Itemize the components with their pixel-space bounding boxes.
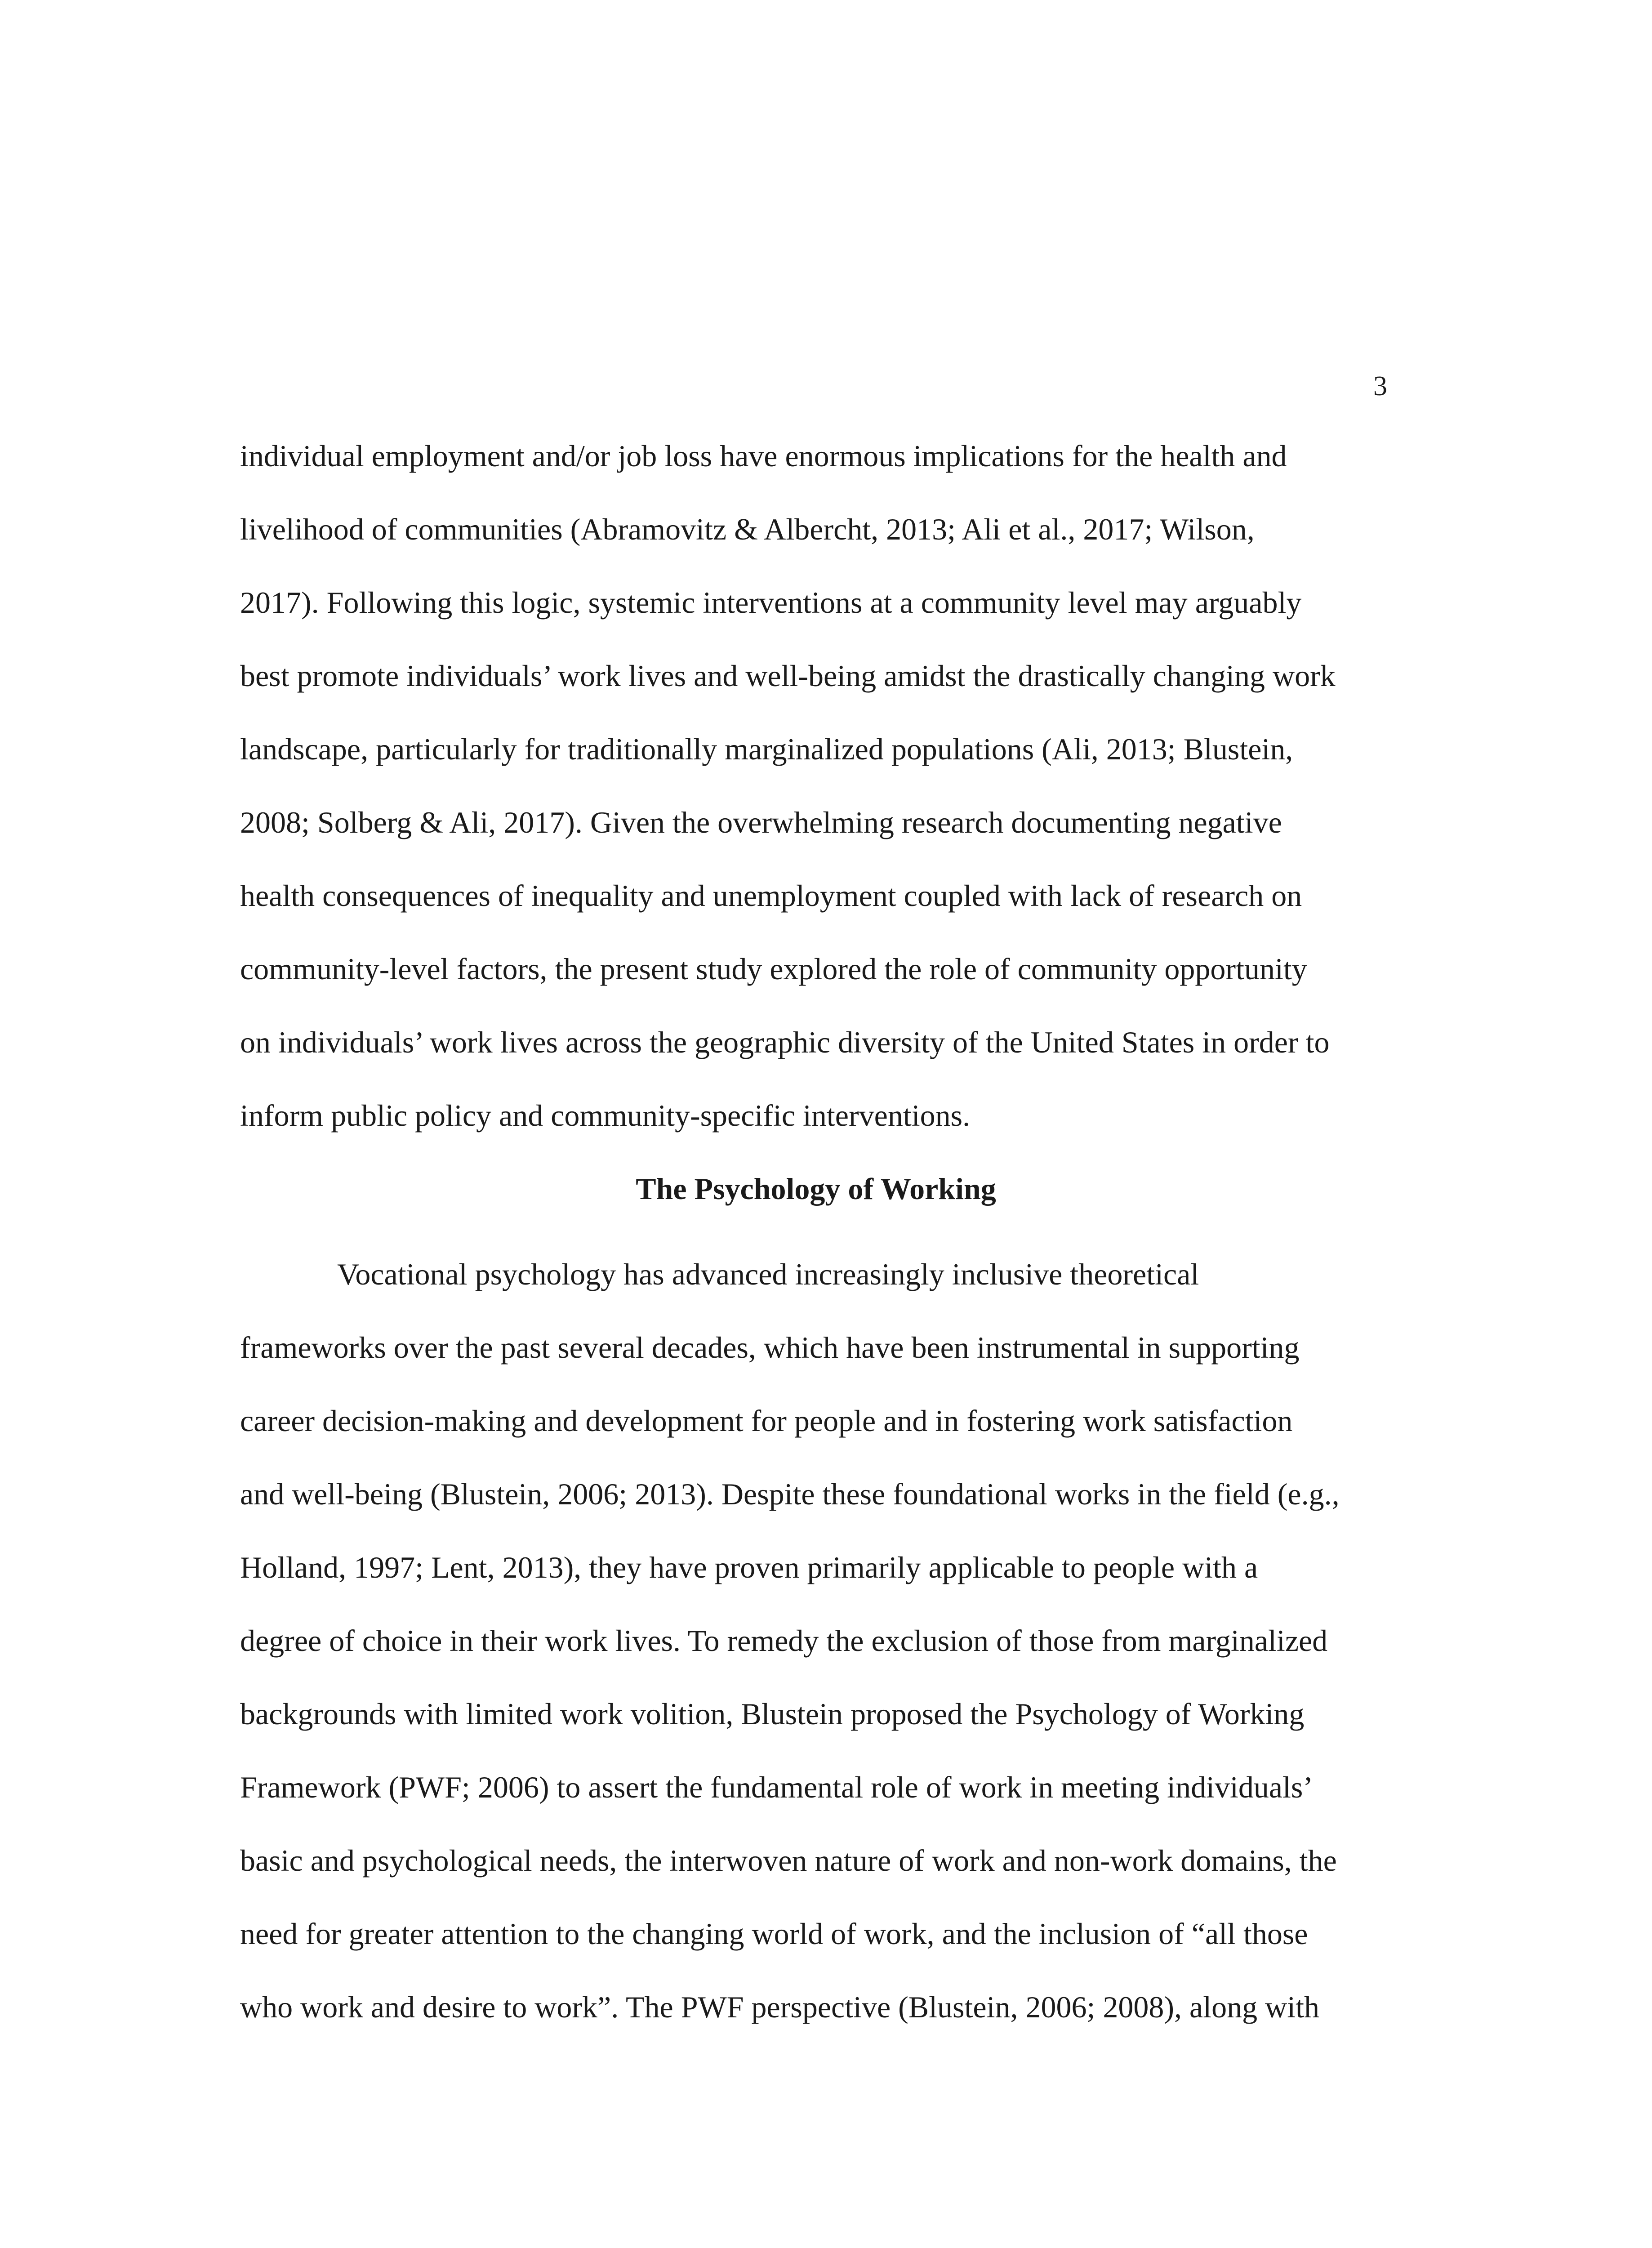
paragraph-line: health consequences of inequality and unemployment coupled with lack of research on — [240, 879, 1302, 913]
paragraph-line: best promote individuals’ work lives and well-being amidst the drastically changing work — [240, 659, 1336, 693]
paragraph-line: and well-being (Blustein, 2006; 2013). Despite these foundational works in the field (e.g., — [240, 1477, 1340, 1511]
paragraph-line: backgrounds with limited work volition, Blustein proposed the Psychology of Working — [240, 1697, 1305, 1731]
paragraph-line: inform public policy and community-specific interventions. — [240, 1098, 971, 1133]
page-number: 3 — [1373, 371, 1387, 401]
paragraph-line: community-level factors, the present study explored the role of community opportunity — [240, 952, 1307, 986]
paragraph-line: frameworks over the past several decades, which have been instrumental in supporting — [240, 1330, 1300, 1365]
paragraph-line: livelihood of communities (Abramovitz & Albercht, 2013; Ali et al., 2017; Wilson, — [240, 512, 1255, 546]
paragraph-line: 2017). Following this logic, systemic interventions at a community level may arguably — [240, 585, 1302, 620]
paragraph-line: Framework (PWF; 2006) to assert the fundamental role of work in meeting individuals’ — [240, 1770, 1314, 1804]
paragraph-line: Vocational psychology has advanced increasingly inclusive theoretical — [337, 1257, 1199, 1291]
paragraph-line: Holland, 1997; Lent, 2013), they have proven primarily applicable to people with a — [240, 1550, 1258, 1584]
paragraph-line: individual employment and/or job loss have enormous implications for the health and — [240, 439, 1287, 473]
paragraph-line: basic and psychological needs, the interwoven nature of work and non-work domains, the — [240, 1843, 1337, 1878]
paragraph-line: landscape, particularly for traditionally marginalized populations (Ali, 2013; Blustein, — [240, 732, 1293, 766]
paragraph-line: degree of choice in their work lives. To remedy the exclusion of those from marginalized — [240, 1624, 1328, 1658]
paragraph-line: career decision-making and development for people and in fostering work satisfaction — [240, 1404, 1293, 1438]
paragraph-line: need for greater attention to the changing world of work, and the inclusion of “all those — [240, 1917, 1308, 1951]
paragraph-line: who work and desire to work”. The PWF perspective (Blustein, 2006; 2008), along with — [240, 1990, 1319, 2024]
paragraph-line: 2008; Solberg & Ali, 2017). Given the overwhelming research documenting negative — [240, 805, 1282, 839]
section-heading: The Psychology of Working — [636, 1172, 996, 1206]
paragraph-line: on individuals’ work lives across the geographic diversity of the United States in order to — [240, 1025, 1330, 1059]
